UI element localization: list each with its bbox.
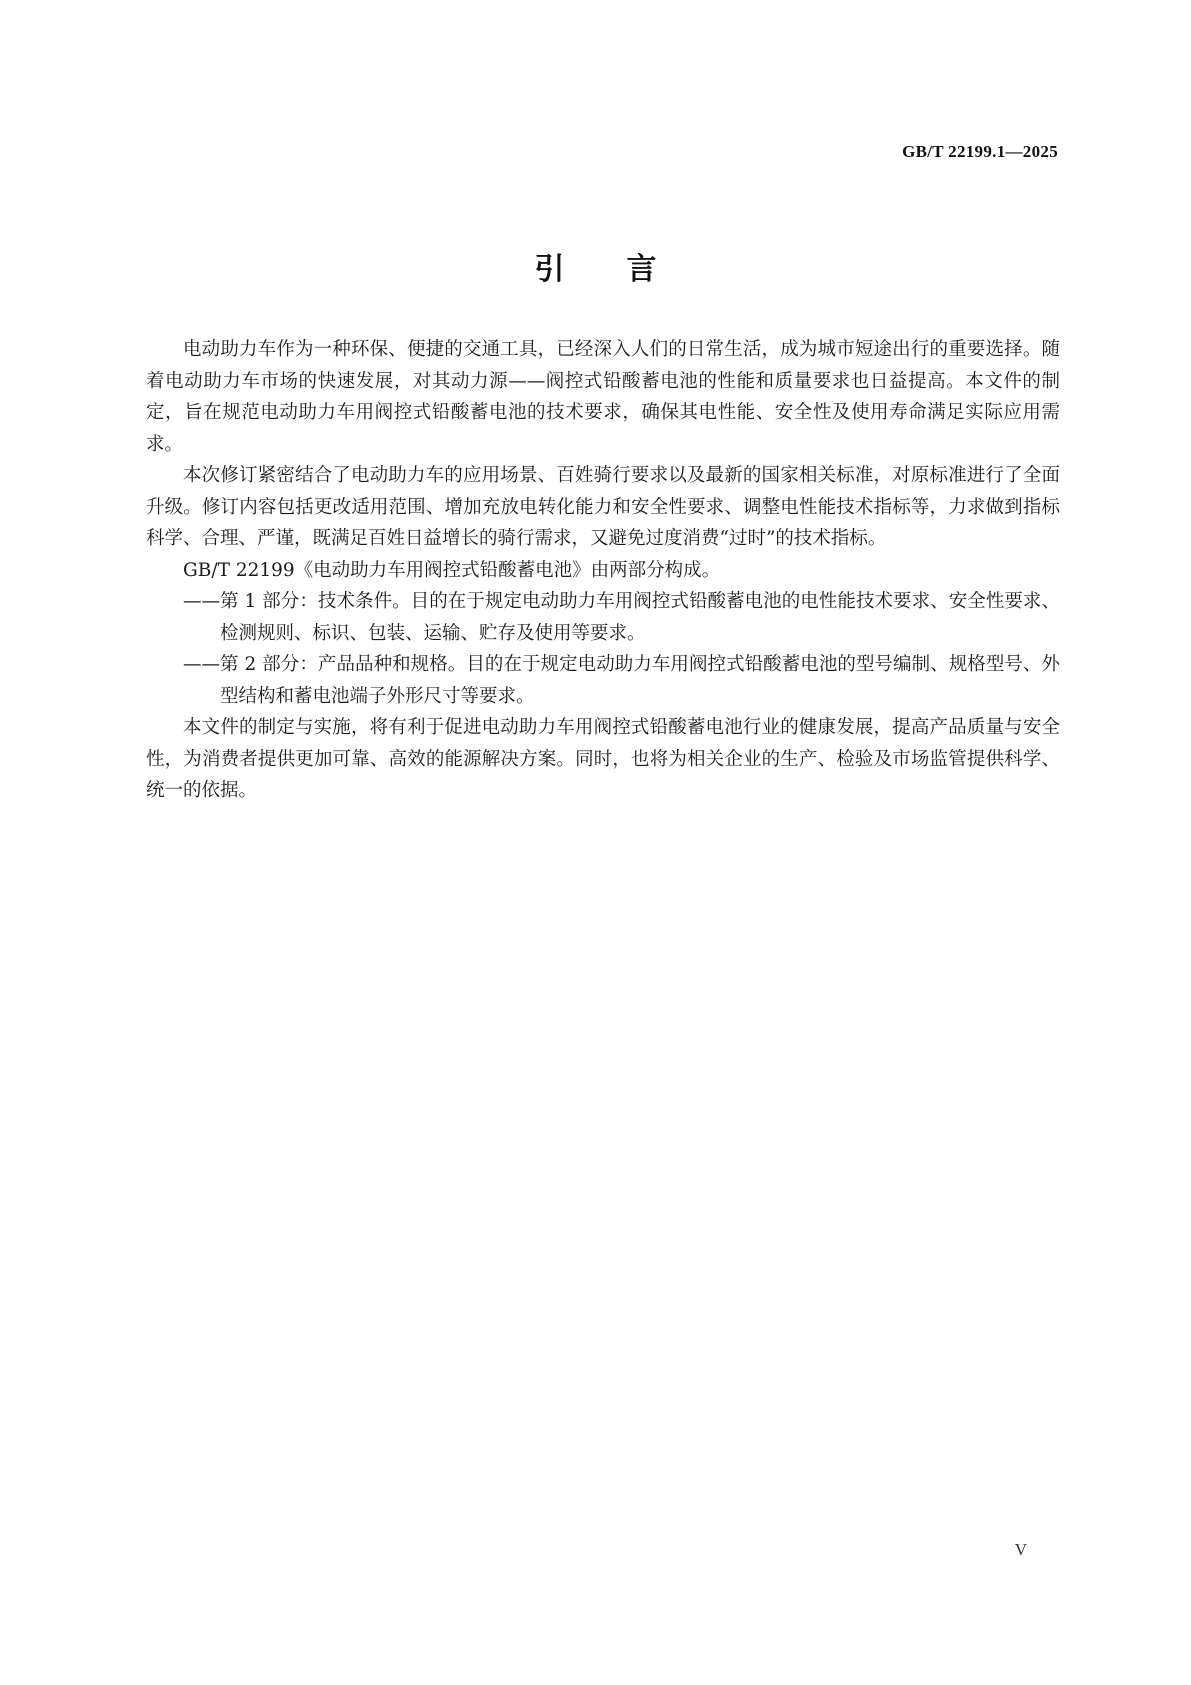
paragraph-2: 本次修订紧密结合了电动助力车的应用场景、百姓骑行要求以及最新的国家相关标准，对原标准进行了全面升级。修订内容包括更改适用范围、增加充放电转化能力和安全性要求、调整电性能技术指标等，力求做到指标科学、合理、严谨，既满足百姓日益增长的骑行需求，又避免过度消费“过时”的技术指标。 [146,465,1060,549]
introduction-body [146,334,1060,807]
list-item-part-1: ——第 1 部分：技术条件。目的在于规定电动助力车用阀控式铅酸蓄电池的电性能技术要求、安全性要求、检测规则、标识、包装、运输、贮存及使用等要求。 [183,591,1060,644]
paragraph-1: 电动助力车作为一种环保、便捷的交通工具，已经深入人们的日常生活，成为城市短途出行的重要选择。随着电动助力车市场的快速发展，对其动力源——阀控式铅酸蓄电池的性能和质量要求也日益提高。本文件的制定，旨在规范电动助力车用阀控式铅酸蓄电池的技术要求，确保其电性能、安全性及使用寿命满足实际应用需求。 [146,339,1060,455]
page-number: V [1014,1540,1027,1559]
paragraph-closing: 本文件的制定与实施，将有利于促进电动助力车用阀控式铅酸蓄电池行业的健康发展，提高产品质量与安全性，为消费者提供更加可靠、高效的能源解决方案。同时，也将为相关企业的生产、检验及市场监管提供科学、统一的依据。 [146,717,1060,801]
list-item-part-2: ——第 2 部分：产品品种和规格。目的在于规定电动助力车用阀控式铅酸蓄电池的型号编制、规格型号、外型结构和蓄电池端子外形尺寸等要求。 [183,654,1060,707]
paragraph-3: GB/T 22199《电动助力车用阀控式铅酸蓄电池》由两部分构成。 [183,559,721,581]
document-code: GB/T 22199.1—2025 [902,142,1058,161]
page-title: 引言 [534,252,719,287]
